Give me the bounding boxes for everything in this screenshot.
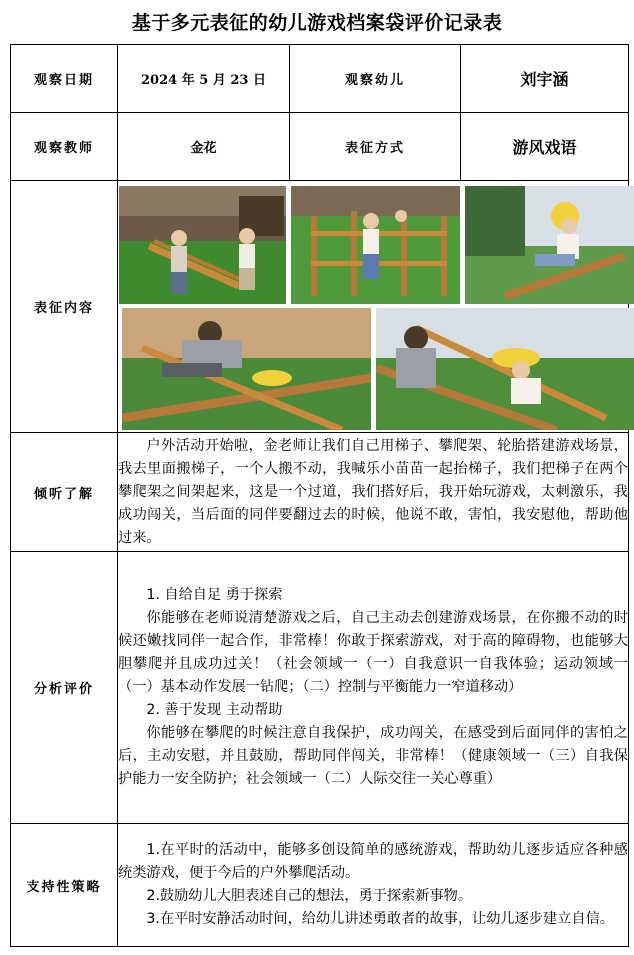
listening-label: 倾听了解 <box>11 433 118 552</box>
photo-cell <box>118 181 629 433</box>
analysis-item2-text: 你能够在攀爬的时候注意自我保护，成功闯关，在感受到后面同伴的害怕之后，主动安慰，并且鼓励，帮助同伴闯关，非常棒！（健康领域一（三）自我保护能力一安全防护；社会领域一（二）人际交往一关心尊重） <box>118 725 628 787</box>
evaluation-form <box>10 44 629 947</box>
strategy-item2: 2.鼓励幼儿大胆表述自己的想法，勇于探索新事物。 <box>146 888 473 904</box>
child-value: 刘宇涵 <box>461 45 629 113</box>
analysis-item1-title: 1. 自给自足 勇于探索 <box>146 587 283 603</box>
photo-children-carrying-ladder <box>119 186 286 304</box>
row-strategy <box>11 824 629 947</box>
teacher-value: 金花 <box>118 113 290 181</box>
child-label: 观察幼儿 <box>290 45 461 113</box>
method-value: 游风戏语 <box>461 113 629 181</box>
analysis-label: 分析评价 <box>11 552 118 824</box>
analysis-text-cell <box>118 552 629 824</box>
listening-text-cell <box>118 433 629 552</box>
date-value: 2024 年 5 月 23 日 <box>118 45 290 113</box>
representation-label: 表征内容 <box>11 181 118 433</box>
photo-child-climbing-ladder <box>465 186 634 304</box>
date-label: 观察日期 <box>11 45 118 113</box>
photo-boy-helping-friend <box>376 308 634 430</box>
row-listening <box>11 433 629 552</box>
strategy-item3: 3.在平时安静活动时间，给幼儿讲述勇敢者的故事，让幼儿逐步建立自信。 <box>146 911 614 927</box>
row-analysis <box>11 552 629 824</box>
analysis-item2-title: 2. 善于发现 主动帮助 <box>146 702 283 718</box>
photo-collage <box>118 183 628 431</box>
method-label: 表征方式 <box>290 113 461 181</box>
analysis-item1-text: 你能够在老师说清楚游戏之后，自己主动去创建游戏场景，在你搬不动的时候还嫩找同伴一起合作，非常棒！你敢于探索游戏，对于高的障碍物，也能够大胆攀爬并且成功过关！（社会领域一（一）自我意识一自我体验；运动领域一（一）基本动作发展一钻爬；（二）控制与平衡能力一窄道移动） <box>118 610 628 695</box>
strategy-text-cell <box>118 824 629 947</box>
photo-boy-crossing-ladder <box>122 308 371 430</box>
row-teacher-method <box>11 113 629 181</box>
strategy-item1: 1.在平时的活动中，能够多创设简单的感统游戏，帮助幼儿逐步适应各种感统类游戏，便于今后的户外攀爬活动。 <box>118 842 628 881</box>
listening-text: 户外活动开始啦，金老师让我们自己用梯子、攀爬架、轮胎搭建游戏场景，我去里面搬梯子，一个人搬不动，我喊乐小苗苗一起抬梯子，我们把梯子在两个攀爬架之间架起来，这是一个过道，我们搭好后，我开始玩游戏，太刺激乐，我成功闯关，当后面的同伴要翻过去的时候，他说不敢，害怕，我安慰他，帮助他过来。 <box>118 437 628 546</box>
photo-child-on-wooden-frame <box>291 186 460 304</box>
row-representation <box>11 181 629 433</box>
page-title: 基于多元表征的幼儿游戏档案袋评价记录表 <box>131 12 503 34</box>
strategy-label: 支持性策略 <box>11 824 118 947</box>
row-date-child <box>11 45 629 113</box>
teacher-label: 观察教师 <box>11 113 118 181</box>
